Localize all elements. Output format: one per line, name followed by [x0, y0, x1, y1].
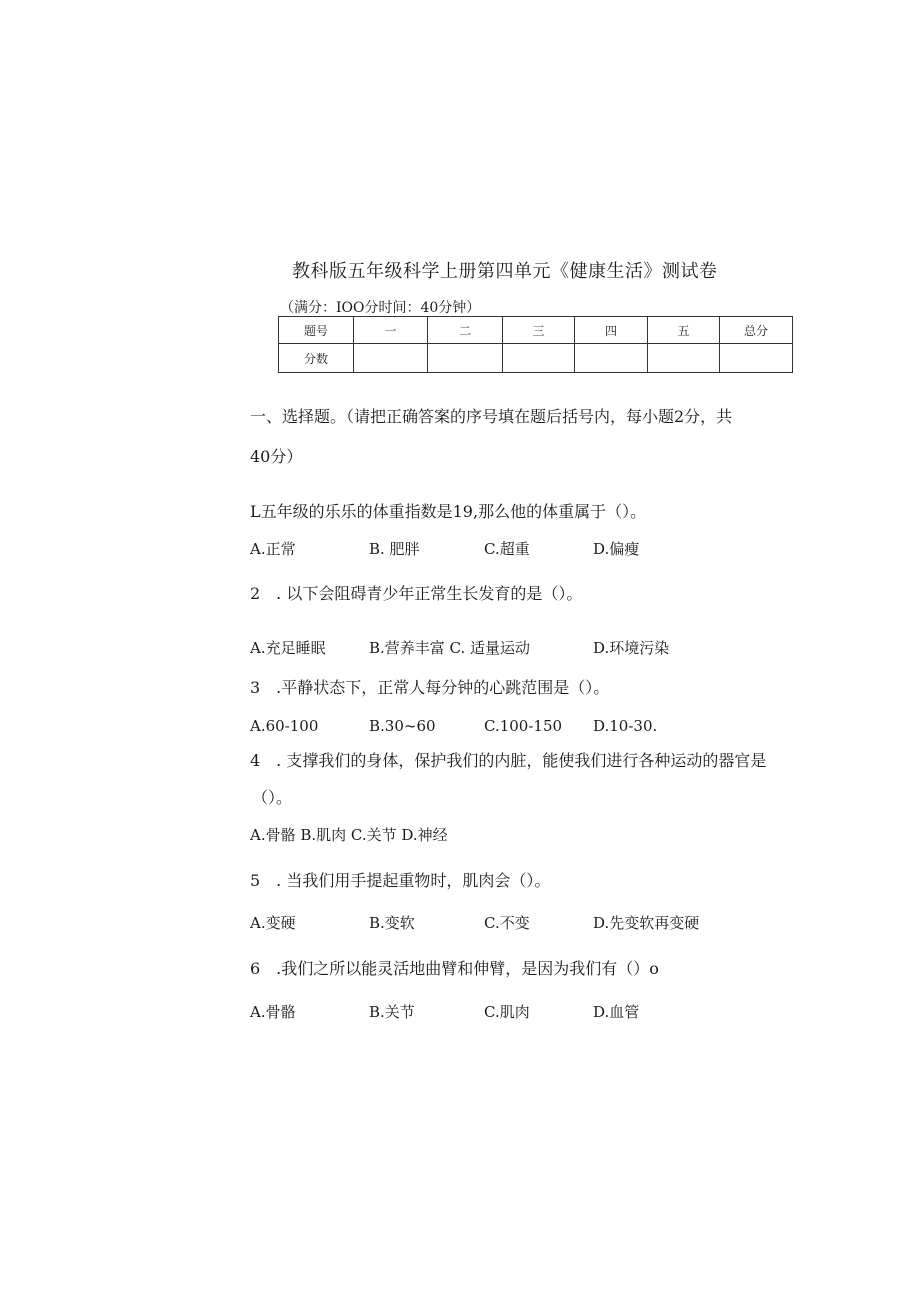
score-cell [354, 344, 428, 373]
option: A.充足睡眠 [250, 639, 326, 657]
header-cell: 总分 [720, 317, 793, 344]
option: D.10-30. [593, 717, 658, 735]
option: B. 肥胖 [369, 540, 420, 558]
score-cell [575, 344, 648, 373]
header-cell: 三 [503, 317, 575, 344]
section-heading-cont: 40分） [250, 447, 303, 466]
header-cell: 四 [575, 317, 648, 344]
header-cell: 五 [648, 317, 720, 344]
option: A.变硬 [250, 914, 296, 932]
score-cell [720, 344, 793, 373]
page-title: 教科版五年级科学上册第四单元《健康生活》测试卷 [292, 261, 718, 282]
option: C.超重 [484, 540, 530, 558]
score-cell [503, 344, 575, 373]
option: B.营养丰富 C. 适量运动 [369, 639, 531, 657]
option: A.正常 [250, 540, 296, 558]
score-table [278, 316, 793, 373]
option-line: A.骨骼 B.肌肉 C.关节 D.神经 [250, 826, 448, 844]
score-cell [648, 344, 720, 373]
option: A.60-100 [250, 717, 319, 735]
header-cell: 一 [354, 317, 428, 344]
option: A.骨骼 [250, 1003, 296, 1021]
option: B.30~60 [369, 717, 436, 735]
score-table-header-row [279, 317, 793, 344]
header-cell: 二 [428, 317, 503, 344]
exam-info: （满分：IOO分时间：40分钟） [280, 300, 481, 316]
option: B.关节 [369, 1003, 415, 1021]
question-3: 3 .平静状态下，正常人每分钟的心跳范围是（）。 [250, 678, 610, 697]
option: D.先变软再变硬 [593, 914, 700, 932]
question-5: 5 . 当我们用手提起重物时，肌肉会（）。 [250, 871, 551, 890]
score-cell [428, 344, 503, 373]
option: D.偏瘦 [593, 540, 640, 558]
section-heading: 一、选择题。（请把正确答案的序号填在题后括号内，每小题2分，共 [250, 407, 733, 426]
option: D.环境污染 [593, 639, 670, 657]
header-cell: 题号 [279, 317, 354, 344]
option: B.变软 [369, 914, 415, 932]
option: D.血管 [593, 1003, 640, 1021]
option: C.肌肉 [484, 1003, 530, 1021]
row-label-cell: 分数 [279, 344, 354, 373]
question-6: 6 .我们之所以能灵活地曲臂和伸臂，是因为我们有（）o [250, 959, 659, 978]
option: C.不变 [484, 914, 530, 932]
question-2: 2 . 以下会阻碍青少年正常生长发育的是（）。 [250, 584, 583, 603]
score-table-score-row [279, 344, 793, 373]
question-4: 4 . 支撑我们的身体，保护我们的内脏，能使我们进行各种运动的器官是 [250, 751, 767, 770]
option: C.100-150 [484, 717, 563, 735]
question-1: L五年级的乐乐的体重指数是19,那么他的体重属于（）。 [250, 502, 647, 521]
question-4-cont: （）。 [252, 788, 293, 807]
